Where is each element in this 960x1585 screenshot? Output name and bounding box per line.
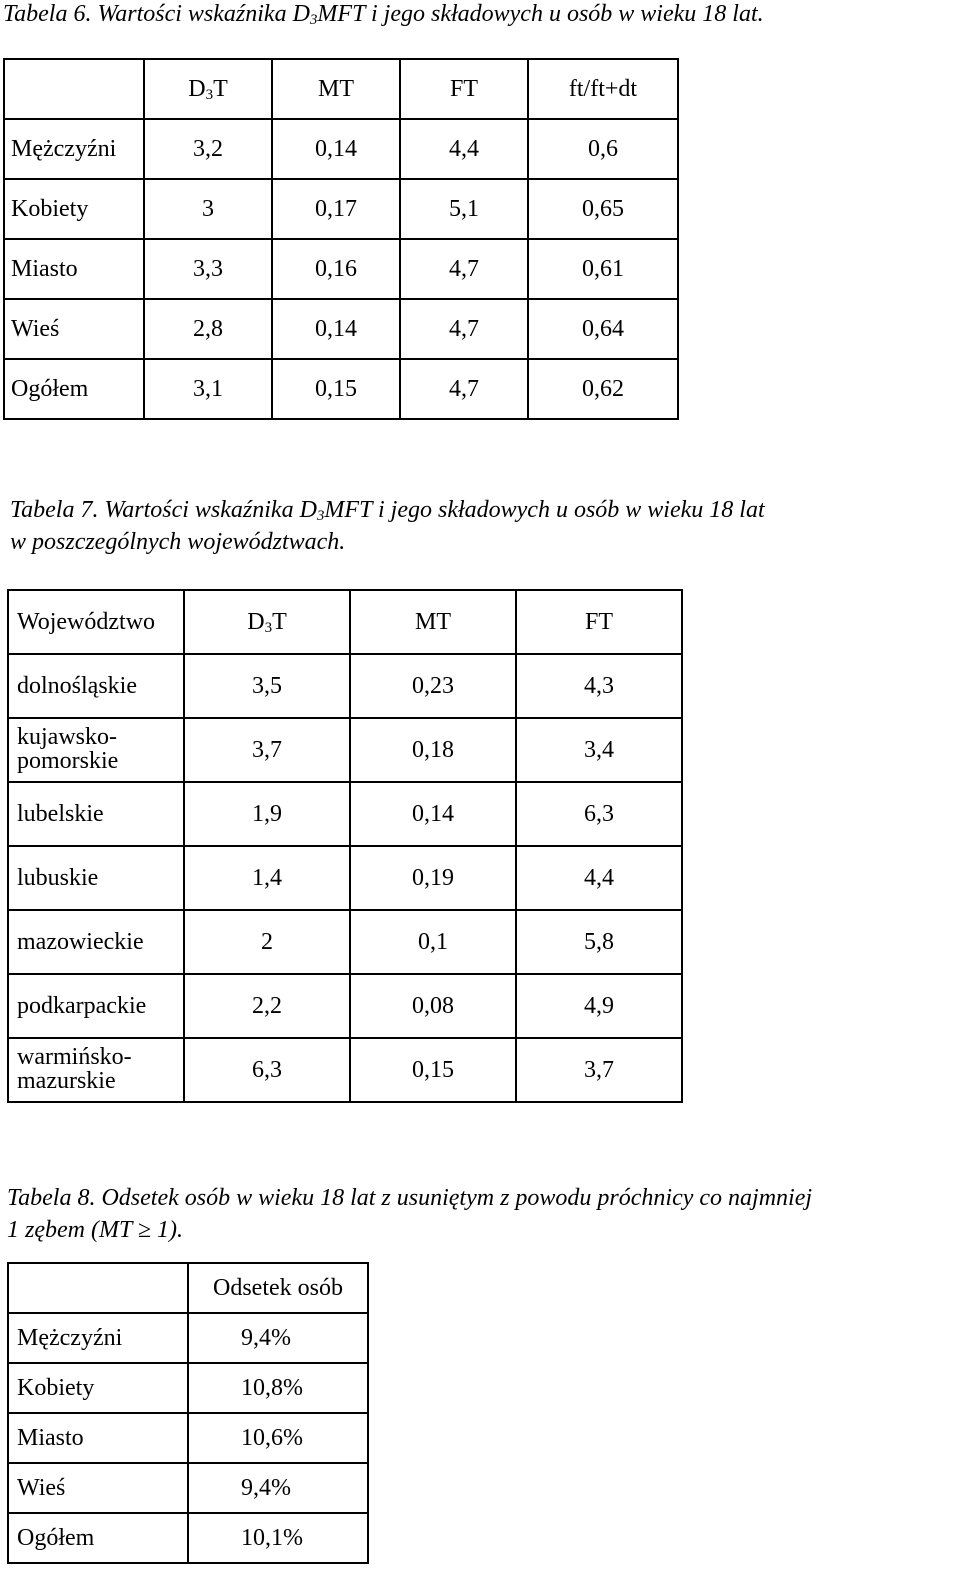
table-row — [8, 910, 682, 974]
d3t-cell: 3 — [144, 179, 272, 239]
d3t-cell: 6,3 — [184, 1038, 350, 1102]
table8-header-empty — [8, 1263, 188, 1313]
ft-cell: 4,4 — [516, 846, 682, 910]
mt-cell: 0,15 — [272, 359, 400, 419]
d3t-cell: 3,1 — [144, 359, 272, 419]
row-label: Ogółem — [4, 359, 144, 419]
table6-header-d3t — [144, 59, 272, 119]
ft-cell: 4,7 — [400, 359, 528, 419]
d3t-cell: 1,9 — [184, 782, 350, 846]
row-label: Miasto — [8, 1413, 188, 1463]
row-label — [8, 718, 184, 782]
d3t-cell: 2 — [184, 910, 350, 974]
table6-header-d3t-main: D — [188, 75, 206, 102]
ft-cell: 6,3 — [516, 782, 682, 846]
ft-cell: 3,7 — [516, 1038, 682, 1102]
ratio-cell: 0,62 — [528, 359, 678, 419]
table-row — [8, 1313, 368, 1363]
table7 — [7, 589, 683, 1103]
table-row — [4, 179, 678, 239]
ratio-cell: 0,61 — [528, 239, 678, 299]
table6-header-ratio: ft/ft+dt — [528, 59, 678, 119]
table6-caption-suffix: MFT i jego składowych u osób w wieku 18 lat. — [317, 1, 764, 27]
percent-cell: 10,1% — [188, 1513, 368, 1563]
table-row — [8, 974, 682, 1038]
d3t-cell: 2,2 — [184, 974, 350, 1038]
table-row — [4, 299, 678, 359]
row-label-text: kujawsko-pomorskie — [17, 724, 119, 774]
table-row — [4, 359, 678, 419]
table6-header-d3t-tail: T — [213, 75, 228, 102]
row-label: Kobiety — [8, 1363, 188, 1413]
table6-caption — [3, 0, 764, 30]
ratio-cell: 0,6 — [528, 119, 678, 179]
mt-cell: 0,17 — [272, 179, 400, 239]
ft-cell: 4,7 — [400, 299, 528, 359]
percent-cell: 9,4% — [188, 1463, 368, 1513]
table6-caption-subscript: 3 — [309, 12, 318, 28]
row-label: Wieś — [8, 1463, 188, 1513]
table7-header-d3t-tail: T — [272, 608, 287, 635]
table8-caption-line1: Tabela 8. Odsetek osób w wieku 18 lat z usuniętym z powodu próchnicy co najmniej — [7, 1185, 813, 1211]
percent-cell: 10,6% — [188, 1413, 368, 1463]
d3t-cell: 3,5 — [184, 654, 350, 718]
row-label: mazowieckie — [8, 910, 184, 974]
ft-cell: 4,7 — [400, 239, 528, 299]
table7-caption — [10, 494, 765, 558]
row-label: lubuskie — [8, 846, 184, 910]
ft-cell: 4,9 — [516, 974, 682, 1038]
row-label: Miasto — [4, 239, 144, 299]
ft-cell: 5,1 — [400, 179, 528, 239]
table7-caption-subscript: 3 — [316, 508, 325, 524]
table-row — [8, 1363, 368, 1413]
mt-cell: 0,23 — [350, 654, 516, 718]
row-label: podkarpackie — [8, 974, 184, 1038]
table7-header-d3t-main: D — [247, 608, 265, 635]
percent-cell: 10,8% — [188, 1363, 368, 1413]
mt-cell: 0,08 — [350, 974, 516, 1038]
row-label: Wieś — [4, 299, 144, 359]
ratio-cell: 0,64 — [528, 299, 678, 359]
row-label: dolnośląskie — [8, 654, 184, 718]
table6-header-mt: MT — [272, 59, 400, 119]
table6-header-ft: FT — [400, 59, 528, 119]
table7-header-ft: FT — [516, 590, 682, 654]
table-row — [8, 782, 682, 846]
mt-cell: 0,14 — [272, 299, 400, 359]
table8-caption — [7, 1182, 812, 1246]
percent-cell: 9,4% — [188, 1313, 368, 1363]
d3t-cell: 3,2 — [144, 119, 272, 179]
table7-caption-line2: w poszczególnych województwach. — [10, 529, 346, 555]
mt-cell: 0,14 — [350, 782, 516, 846]
table-row — [8, 846, 682, 910]
table6-header-empty — [4, 59, 144, 119]
row-label: lubelskie — [8, 782, 184, 846]
table7-header-region: Województwo — [8, 590, 184, 654]
table8-caption-line2: 1 zębem (MT ≥ 1). — [7, 1217, 184, 1243]
mt-cell: 0,19 — [350, 846, 516, 910]
ft-cell: 3,4 — [516, 718, 682, 782]
ft-cell: 4,4 — [400, 119, 528, 179]
table6-header-row — [4, 59, 678, 119]
table-row — [4, 119, 678, 179]
table6-header-d3t-sub: 3 — [205, 86, 214, 103]
mt-cell: 0,14 — [272, 119, 400, 179]
table7-header-mt: MT — [350, 590, 516, 654]
table-row — [8, 1413, 368, 1463]
d3t-cell: 3,3 — [144, 239, 272, 299]
ratio-cell: 0,65 — [528, 179, 678, 239]
row-label: Mężczyźni — [4, 119, 144, 179]
table-row — [8, 718, 682, 782]
table7-caption-suffix: MFT i jego składowych u osób w wieku 18 lat — [324, 497, 765, 523]
mt-cell: 0,15 — [350, 1038, 516, 1102]
mt-cell: 0,16 — [272, 239, 400, 299]
table-row — [8, 1463, 368, 1513]
table6-caption-prefix: Tabela 6. Wartości wskaźnika D — [3, 1, 310, 27]
row-label: Mężczyźni — [8, 1313, 188, 1363]
row-label-text: warmińsko-mazurskie — [17, 1044, 132, 1094]
table7-caption-line1 — [10, 494, 765, 526]
table8-header-row — [8, 1263, 368, 1313]
table8 — [7, 1262, 369, 1564]
table7-header-d3t — [184, 590, 350, 654]
table-row — [8, 1513, 368, 1563]
d3t-cell: 2,8 — [144, 299, 272, 359]
table7-header-row — [8, 590, 682, 654]
table-row — [8, 654, 682, 718]
table7-caption-prefix: Tabela 7. Wartości wskaźnika D — [10, 497, 317, 523]
table-row — [4, 239, 678, 299]
d3t-cell: 1,4 — [184, 846, 350, 910]
row-label — [8, 1038, 184, 1102]
ft-cell: 4,3 — [516, 654, 682, 718]
table-row — [8, 1038, 682, 1102]
table8-header-percent: Odsetek osób — [188, 1263, 368, 1313]
row-label: Kobiety — [4, 179, 144, 239]
mt-cell: 0,1 — [350, 910, 516, 974]
row-label: Ogółem — [8, 1513, 188, 1563]
table7-header-d3t-sub: 3 — [264, 619, 273, 636]
table6 — [3, 58, 679, 420]
mt-cell: 0,18 — [350, 718, 516, 782]
d3t-cell: 3,7 — [184, 718, 350, 782]
ft-cell: 5,8 — [516, 910, 682, 974]
